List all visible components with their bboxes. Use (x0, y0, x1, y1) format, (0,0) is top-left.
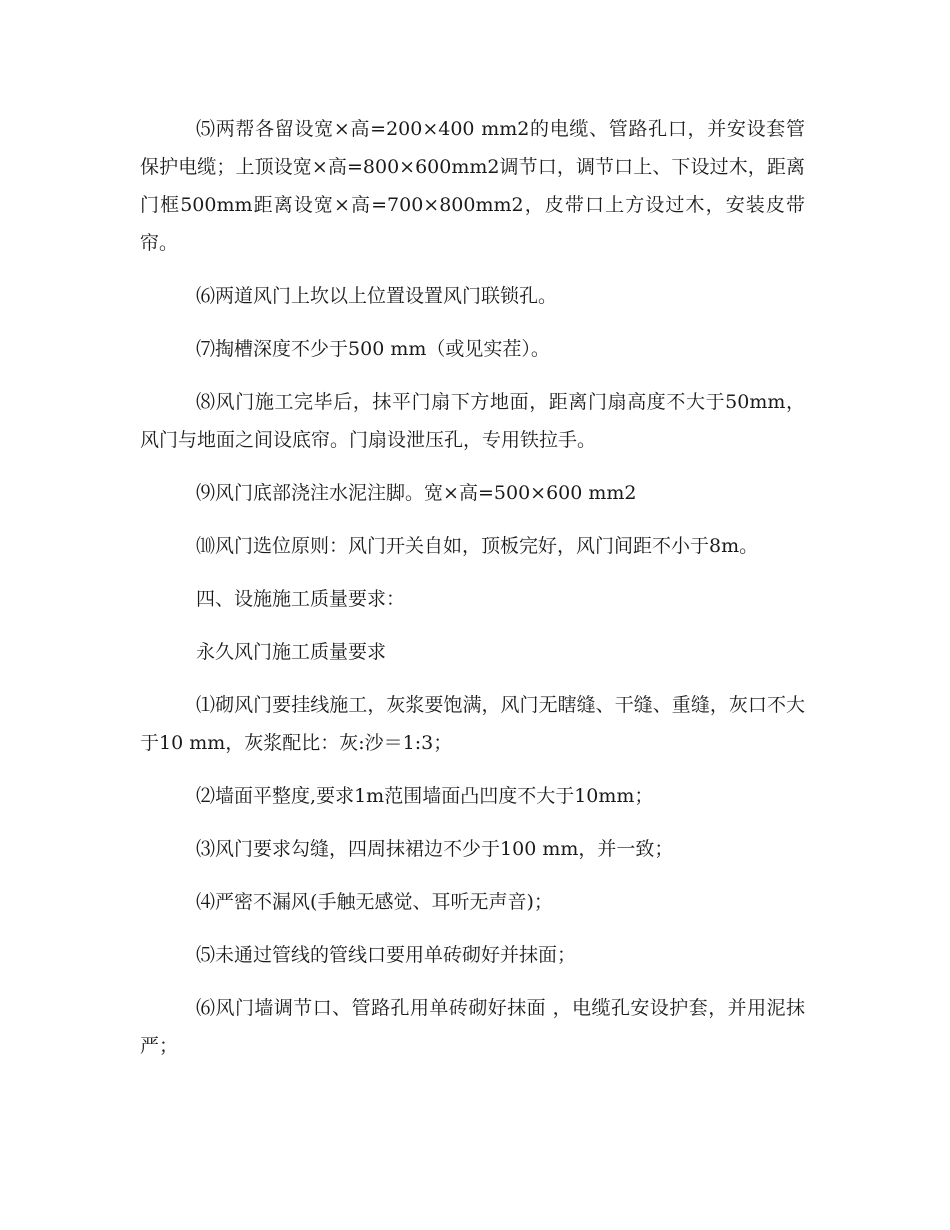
paragraph-item-10-site-selection: ⑽风门选位原则：风门开关自如，顶板完好，风门间距不小于8m。 (196, 535, 759, 557)
paragraph-item-5-cable-openings: ⑸两帮各留设宽×高=200×400 mm2的电缆、管路孔口，并安设套管保护电缆；上顶设宽×高=800×600mm2调节口，调节口上、下设过木，距离门框500mm距离设宽×高=700×800mm2，皮带口上方设过木，安装皮带帘。 (140, 118, 805, 254)
paragraph-item-8-floor-finish: ⑻风门施工完毕后，抹平门扇下方地面，距离门扇高度不大于50mm，风门与地面之间设底帘。门扇设泄压孔，专用铁拉手。 (140, 391, 805, 451)
paragraph-item-7-groove-depth: ⑺掏槽深度不少于500 mm（或见实茬）。 (196, 338, 550, 360)
requirement-item-6-regulator-openings: ⑹风门墙调节口、管路孔用单砖砌好抹面 ，电缆孔安设护套，并用泥抹严； (140, 997, 805, 1057)
requirement-item-2-flatness: ⑵墙面平整度,要求1m范围墙面凸凹度不大于10mm； (196, 785, 654, 807)
section-heading-quality-requirements: 四、设施施工质量要求： (196, 588, 406, 610)
requirement-item-3-pointing: ⑶风门要求勾缝，四周抹裙边不少于100 mm，并一致； (196, 838, 674, 860)
paragraph-item-6-interlock-hole: ⑹两道风门上坎以上位置设置风门联锁孔。 (196, 285, 558, 307)
requirement-item-5-pipe-openings: ⑸未通过管线的管线口要用单砖砌好并抹面； (196, 944, 577, 966)
paragraph-item-9-cement-footing: ⑼风门底部浇注水泥注脚。宽×高=500×600 mm2 (196, 482, 637, 504)
requirement-item-1-masonry: ⑴砌风门要挂线施工，灰浆要饱满，风门无瞎缝、干缝、重缝，灰口不大于10 mm，灰浆配比：灰:沙＝1:3； (140, 694, 805, 754)
document-body (140, 110, 805, 1080)
requirement-item-4-airtight: ⑷严密不漏风(手触无感觉、耳听无声音)； (196, 891, 553, 913)
subsection-heading-permanent-door: 永久风门施工质量要求 (196, 641, 387, 663)
